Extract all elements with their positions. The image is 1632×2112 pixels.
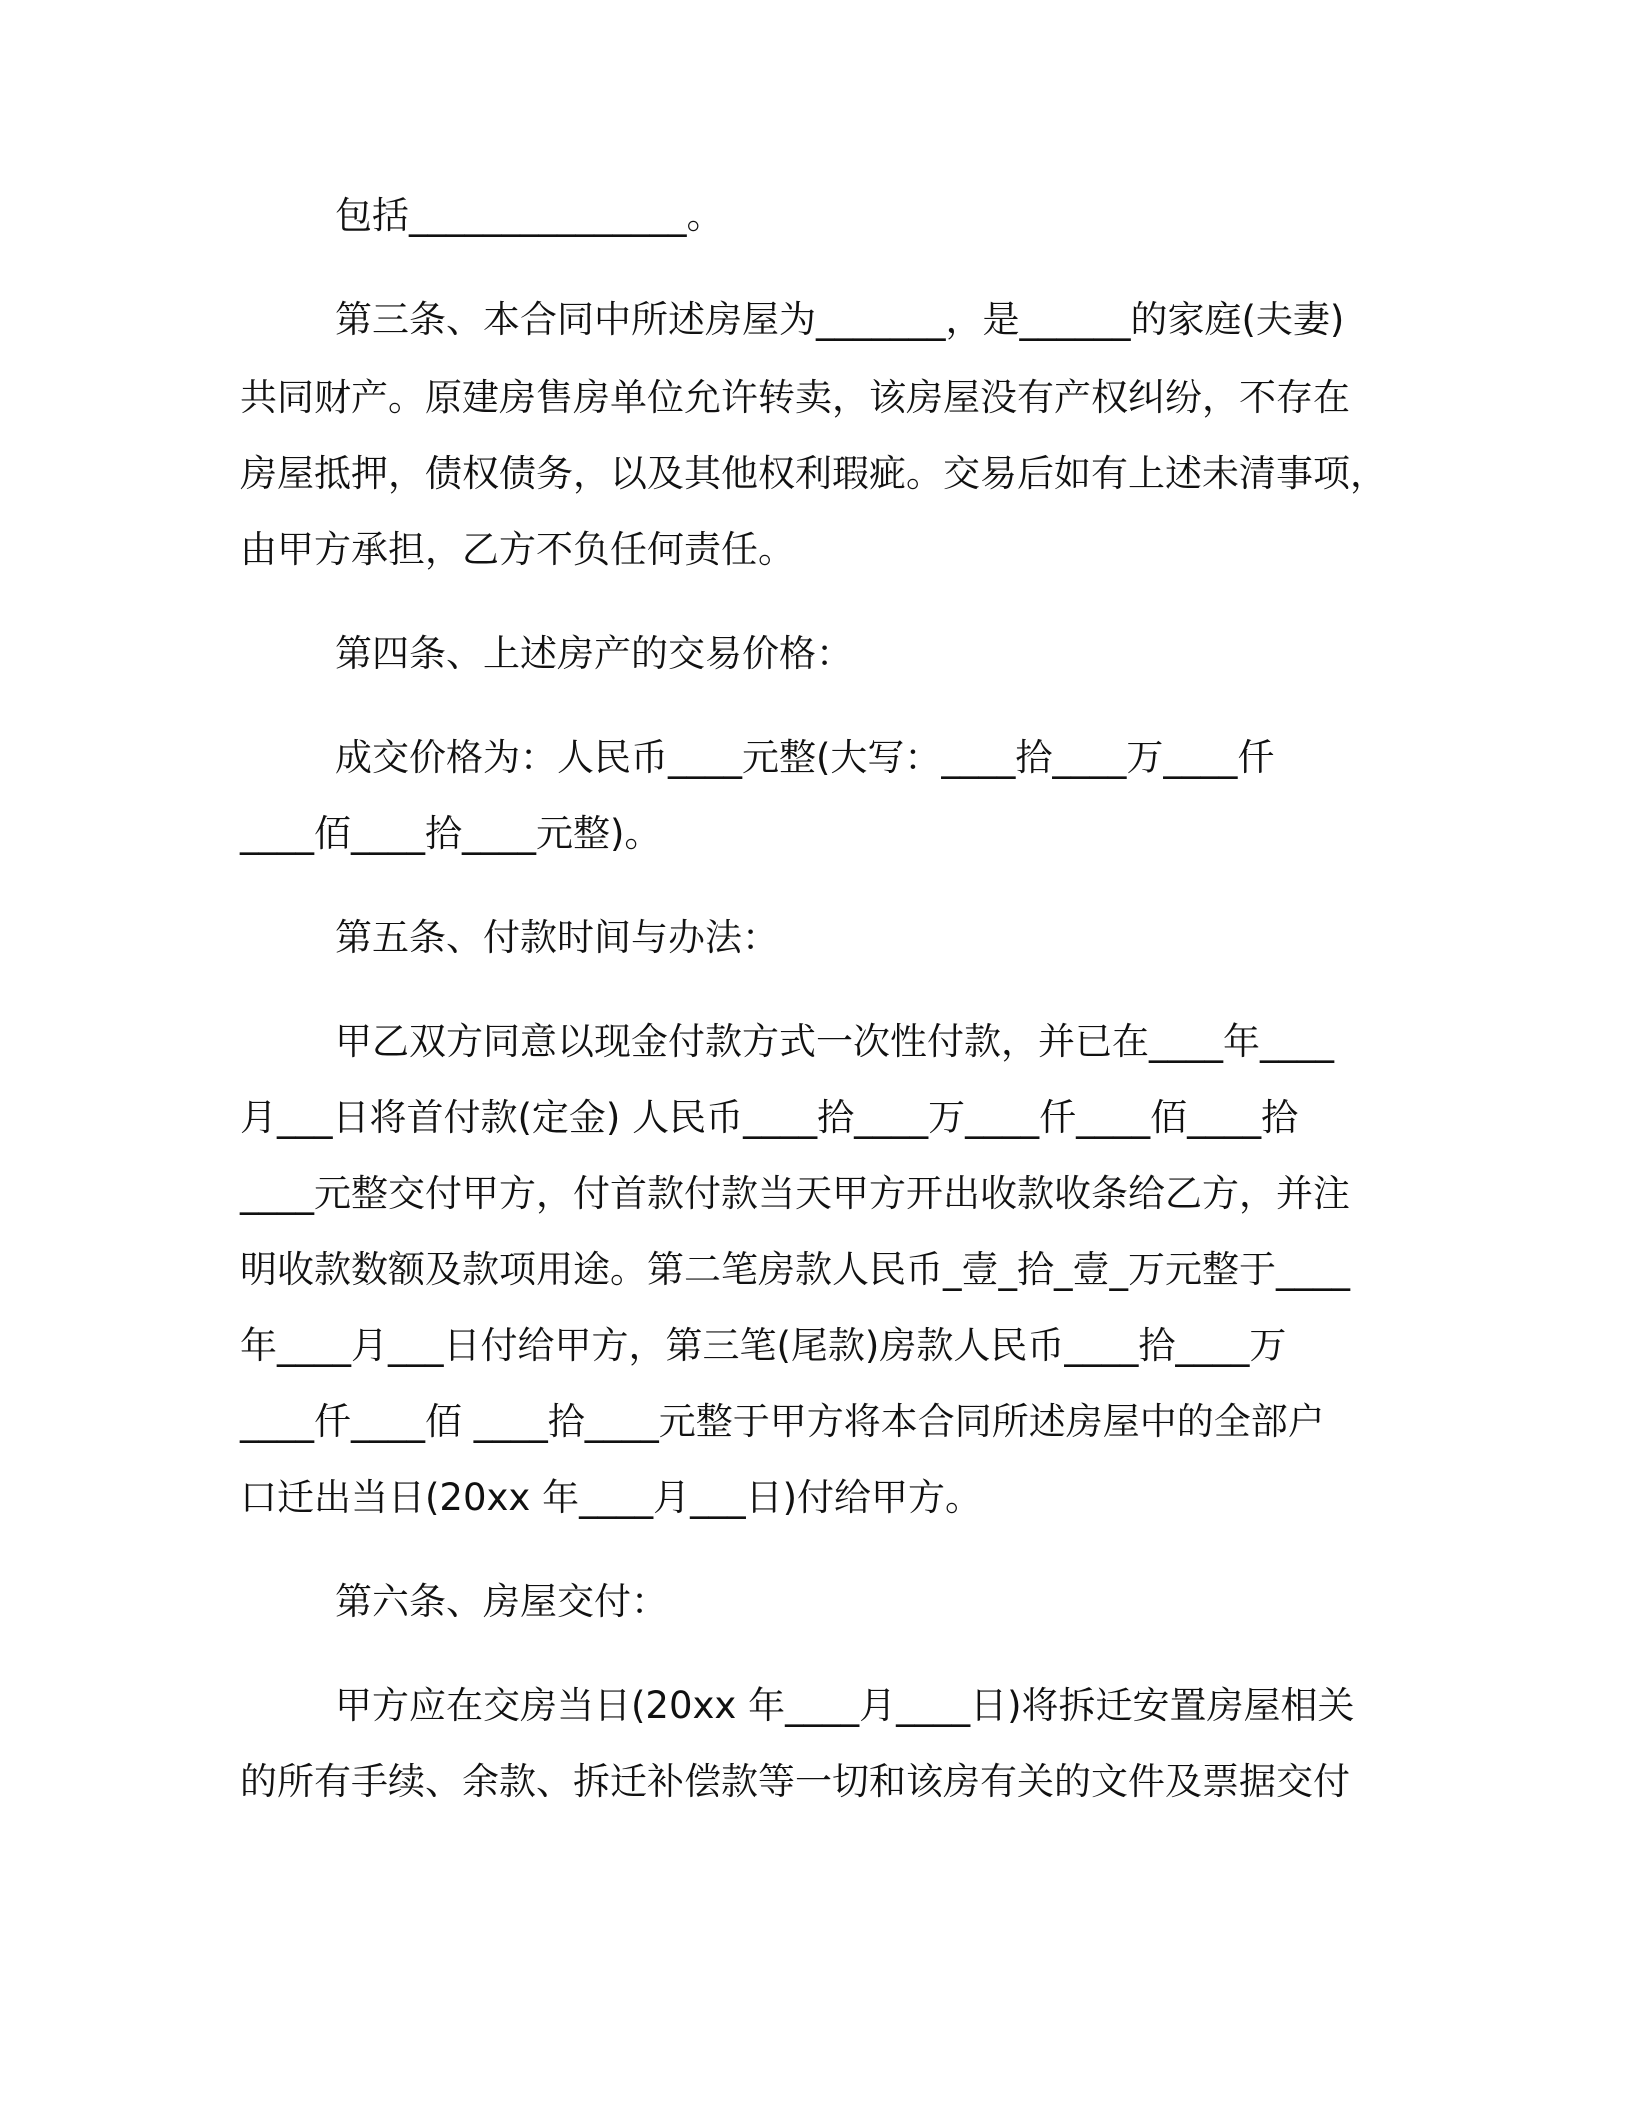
text-line: 共同财产。原建房售房单位允许转卖，该房屋没有产权纠纷，不存在 [240,376,1350,419]
text-line: ____仟____佰 ____拾____元整于甲方将本合同所述房屋中的全部户 [240,1400,1325,1443]
text-line: 月___日将首付款(定金) 人民币____拾____万____仟____佰____拾 [240,1096,1299,1139]
text-line: 甲方应在交房当日(20xx 年____月____日)将拆迁安置房屋相关 [335,1684,1355,1727]
text-line: 由甲方承担，乙方不负任何责任。 [240,528,795,571]
text-line: 口迁出当日(20xx 年____月___日)付给甲方。 [240,1476,983,1519]
text-line: 包括_______________。 [335,194,724,237]
article-5-heading: 第五条、付款时间与办法： [335,916,779,959]
text-line: 成交价格为：人民币____元整(大写：____拾____万____仟 [335,736,1275,779]
text-line: ____佰____拾____元整)。 [240,812,662,855]
text-line: 明收款数额及款项用途。第二笔房款人民币_壹_拾_壹_万元整于____ [240,1248,1350,1291]
text-line: 甲乙双方同意以现金付款方式一次性付款，并已在____年____ [335,1020,1334,1063]
article-6-heading: 第六条、房屋交付： [335,1580,668,1623]
article-4-heading: 第四条、上述房产的交易价格： [335,632,853,675]
text-line: 年____月___日付给甲方，第三笔(尾款)房款人民币____拾____万 [240,1324,1287,1367]
text-line: 房屋抵押，债权债务，以及其他权利瑕疵。交易后如有上述未清事项， [240,452,1387,495]
text-line: ____元整交付甲方，付首款付款当天甲方开出收款收条给乙方，并注 [240,1172,1350,1215]
article-3-heading: 第三条、本合同中所述房屋为_______，是______的家庭(夫妻) [335,298,1345,341]
text-line: 的所有手续、余款、拆迁补偿款等一切和该房有关的文件及票据交付 [240,1760,1350,1803]
